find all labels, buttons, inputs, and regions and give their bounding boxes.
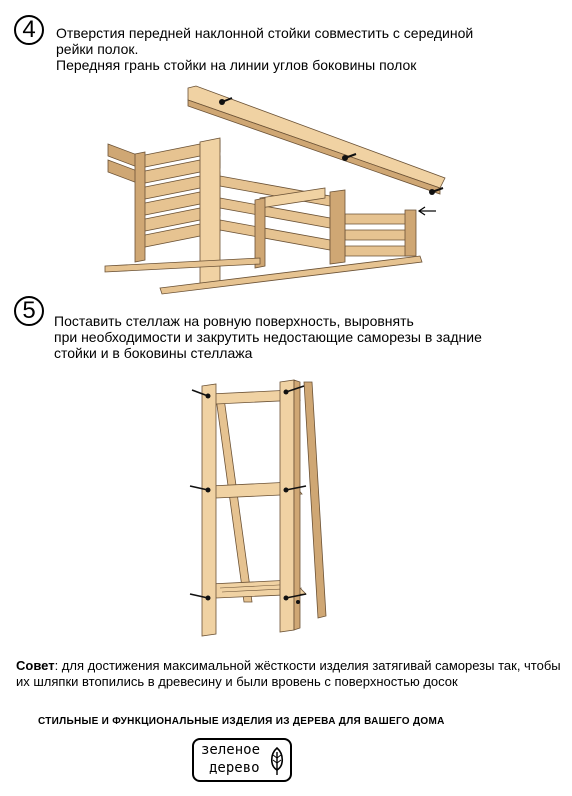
step-4-illustration bbox=[100, 80, 460, 300]
back-inclined-post bbox=[304, 382, 326, 618]
inclined-front-post bbox=[188, 86, 445, 188]
footer-slogan: СТИЛЬНЫЕ И ФУНКЦИОНАЛЬНЫЕ ИЗДЕЛИЯ ИЗ ДЕРЕВА ДЛЯ ВАШЕГО ДОМА bbox=[38, 716, 445, 727]
step-4-line: Отверстия передней наклонной стойки совместить с серединой bbox=[56, 25, 474, 41]
step-5-instructions bbox=[54, 313, 482, 361]
step-4-line: Передняя грань стойки на линии углов боковины полок bbox=[56, 57, 417, 73]
tip-text: : для достижения максимальной жёсткости изделия затягивай саморезы так, чтобы их шляпки втопились в древесину и были вровень с поверхностью досок bbox=[16, 658, 561, 689]
step-4-number bbox=[14, 15, 44, 45]
step-5-line: Поставить стеллаж на ровную поверхность, выровнять bbox=[54, 313, 414, 329]
step-4-line: рейки полок. bbox=[56, 41, 139, 57]
bottom-rail-left bbox=[105, 258, 260, 272]
step-5-line: при необходимости и закрутить недостающие саморезы в задние bbox=[54, 329, 482, 345]
step-5-number bbox=[14, 296, 44, 326]
right-front-post-side bbox=[294, 380, 300, 630]
middle-side-panel bbox=[220, 176, 330, 268]
step-5-illustration bbox=[180, 372, 340, 638]
arrow-icon bbox=[419, 207, 436, 215]
tip-label: Совет bbox=[16, 658, 55, 673]
brand-logo bbox=[192, 738, 292, 782]
right-front-post bbox=[280, 380, 294, 632]
step-4-instructions bbox=[56, 25, 473, 73]
diagonal-brace bbox=[216, 398, 252, 602]
leaf-icon bbox=[268, 746, 286, 776]
step-5-number-label: 5 bbox=[22, 297, 36, 324]
right-side-panel bbox=[330, 190, 416, 264]
step-4-number-label: 4 bbox=[22, 16, 36, 43]
logo-line-2: дерево bbox=[209, 760, 260, 776]
logo-line-1: зеленое bbox=[201, 742, 261, 758]
tip-paragraph bbox=[16, 658, 564, 690]
step-5-line: стойки и в боковины стеллажа bbox=[54, 345, 253, 361]
